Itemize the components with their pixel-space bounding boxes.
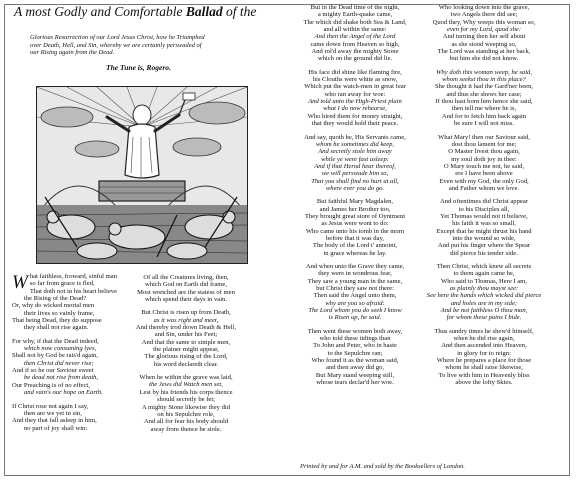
verse-line: and vain's our hope on Earth. bbox=[24, 389, 103, 397]
verse-line: whom seekst thou in this place? bbox=[442, 76, 526, 84]
verse-line: Quod they, Why weeps this woman so, bbox=[432, 18, 536, 26]
stanza bbox=[296, 69, 414, 128]
verse-line: Who said to Thomas, Here I am, bbox=[441, 277, 527, 285]
verse-line: Where he prepares a place for those bbox=[436, 357, 532, 365]
stanza bbox=[420, 198, 548, 257]
subtitle-line: Glorious Resurrection of our Lord Jesus Christ, how he Triumphed bbox=[30, 34, 205, 41]
verse-line: His face did shine like flaming fire, bbox=[308, 68, 402, 76]
verse-line: But Christ is risen up from Death, bbox=[141, 309, 231, 317]
verse-line: Except that he might thrust his hand bbox=[436, 227, 532, 235]
column-c bbox=[296, 4, 414, 393]
verse-line: Why doth this woman weep, he said, bbox=[436, 68, 532, 76]
stanza bbox=[12, 338, 128, 397]
verse-line: And rol'd away the mighty Stone bbox=[311, 48, 399, 56]
verse-line: his faith it was so small, bbox=[452, 220, 516, 228]
verse-line: they were in wondrous fear, bbox=[318, 270, 392, 278]
verse-line: the Jews did Watch men set, bbox=[149, 381, 223, 389]
verse-line: dost thou lament for me; bbox=[451, 140, 517, 148]
stanza bbox=[420, 263, 548, 322]
verse-line: That you shall find no hurt at all, bbox=[311, 177, 399, 185]
verse-line: And be not faithless O thou man, bbox=[440, 307, 528, 315]
verse-line: What Mary! then our Saviour said, bbox=[438, 133, 530, 141]
verse-line: his word declareth clear. bbox=[153, 360, 219, 368]
verse-line: in glory for to reign: bbox=[457, 349, 511, 357]
stanza bbox=[296, 134, 414, 193]
verse-line: a mighty Earth-quake came, bbox=[317, 11, 393, 19]
column-b bbox=[130, 274, 242, 439]
verse-line: To live with him in Heavenly bliss bbox=[438, 371, 530, 379]
stanza bbox=[296, 4, 414, 63]
verse-line: That being Dead, they do suppose bbox=[12, 317, 102, 325]
verse-line: should secretly be fet; bbox=[156, 396, 216, 404]
verse-line: where ever you do go. bbox=[325, 184, 385, 192]
verse-line: That doth not in his heart believe bbox=[29, 287, 117, 295]
verse-line: And if that Herod hear thereof, bbox=[314, 162, 396, 170]
verse-line: who ran away for woe: bbox=[324, 90, 386, 98]
verse-line: The glorious rising of the Lord, bbox=[144, 353, 228, 361]
verse-line: who told these tidings than bbox=[319, 335, 391, 343]
verse-line: and then away did go, bbox=[325, 364, 385, 372]
verse-line: they shall not rise again. bbox=[24, 324, 89, 332]
verse-line: And thereby trod down Death & Hell, bbox=[135, 324, 237, 332]
verse-line: and Sin, under his Feet; bbox=[154, 331, 218, 339]
verse-line: to the Sepulchre ran; bbox=[327, 349, 383, 357]
verse-line: And if so he our Saviour sweet bbox=[12, 367, 94, 375]
stanza bbox=[420, 4, 548, 63]
verse-line: Of all the Creatures living, then, bbox=[143, 274, 229, 281]
subtitle-line: over Death, Hell, and Sin, whereby we are certainly perswaded of bbox=[30, 41, 202, 49]
verse-line: which God on Earth did frame, bbox=[144, 281, 228, 289]
verse-line: for whom these pains I bide. bbox=[446, 314, 522, 322]
verse-line: See here the hands which wicked did pierce bbox=[426, 292, 542, 300]
stanza bbox=[420, 328, 548, 387]
verse-line: whom he sometimes did keep, bbox=[315, 140, 395, 148]
stanza bbox=[12, 273, 128, 332]
verse-line: and thus she shews her case; bbox=[446, 90, 522, 98]
verse-line: Then Christ, which knew all secrets bbox=[436, 263, 532, 270]
verse-line: They saw a young man in the same, bbox=[307, 277, 403, 285]
verse-line: The body of the Lord t' annoint, bbox=[312, 242, 398, 250]
verse-line: but him she did not know. bbox=[449, 55, 519, 63]
verse-line: But faithful Mary Magdalen, bbox=[316, 198, 394, 206]
verse-line: They brought great store of Oyntment bbox=[304, 212, 406, 220]
verse-line: Or, why do wicked mortal men bbox=[12, 302, 95, 310]
verse-line: we will perswade him so, bbox=[321, 170, 389, 178]
verse-line: to them again came he, bbox=[453, 270, 515, 278]
verse-line: Lest by his friends his corps thence bbox=[139, 388, 233, 396]
verse-line: The which did shake both Sea & Land, bbox=[303, 18, 407, 26]
stanza bbox=[130, 309, 242, 368]
verse-line: above the lofty Skies. bbox=[455, 379, 513, 387]
verse-line: and James her Brother too, bbox=[319, 205, 391, 213]
stanza bbox=[296, 328, 414, 387]
tune-line: The Tune is, Rogero. bbox=[106, 63, 171, 72]
verse-line: what I do now rehearse, bbox=[323, 105, 387, 113]
verse-line: Our Preaching is of no effect, bbox=[12, 381, 90, 389]
verse-line: but Christ they saw not there: bbox=[316, 285, 394, 293]
verse-line: O Master livest thou again, bbox=[448, 148, 520, 156]
verse-line: And they that fall asleep in him, bbox=[12, 417, 97, 425]
verse-line: whose tears declar'd her woe. bbox=[316, 379, 394, 387]
verse-line: And oftentimes did Christ appear bbox=[440, 198, 528, 206]
verse-line: Shall not by God be rais'd again, bbox=[12, 352, 98, 360]
verse-line: Most wretched are the statess of men bbox=[137, 288, 235, 296]
verse-line: Yet Thomas would not it believe, bbox=[440, 212, 528, 220]
verse-line: But in the Dead time of the night, bbox=[310, 4, 400, 11]
verse-line: and Father whom we love. bbox=[448, 184, 520, 192]
verse-line: on his Sepulchre role, bbox=[157, 410, 215, 418]
ballad-subtitle bbox=[30, 34, 292, 57]
column-a bbox=[12, 273, 128, 438]
verse-line: their lives so vainly frame, bbox=[24, 309, 95, 317]
verse-line: no part of joy shall win: bbox=[24, 424, 88, 432]
verse-line: And put his finger where the Spear bbox=[437, 242, 531, 250]
verse-line: Then went these women both away, bbox=[307, 327, 403, 335]
verse-line: And when unto the Grave they came, bbox=[305, 263, 405, 270]
verse-line: be sure I will not miss. bbox=[453, 120, 515, 128]
verse-line: A mighty Stone likewise they did bbox=[141, 403, 231, 411]
verse-line: And all for fear his body should bbox=[143, 418, 229, 426]
verse-line: The Lord whom you do seek I know bbox=[308, 307, 402, 315]
verse-line: If Christ rose not again I say, bbox=[12, 402, 89, 410]
verse-line: And turning then her self about bbox=[442, 33, 526, 41]
verse-line: But Mary stand weeping still, bbox=[315, 371, 395, 379]
verse-line: And then ascended into Heaven, bbox=[441, 342, 527, 350]
verse-line: And say, quoth he, His Servants came, bbox=[304, 133, 406, 141]
verse-line: The Lord was standing at her back, bbox=[437, 48, 531, 56]
verse-line: while ye were fast asleep: bbox=[321, 155, 389, 163]
verse-line: Who came unto his tomb in the morn bbox=[305, 227, 405, 235]
verse-line: the plainer might appear, bbox=[153, 346, 219, 354]
stanza bbox=[296, 198, 414, 257]
verse-line: in grace whereas he lay. bbox=[323, 249, 387, 257]
verse-line: my soul doth joy in thee: bbox=[451, 155, 517, 163]
stanza bbox=[420, 69, 548, 128]
verse-line: ere I have been above bbox=[455, 170, 513, 178]
verse-line: which now consuming lyes, bbox=[24, 345, 97, 353]
verse-line: hat faithless, froward, sinful man bbox=[29, 273, 117, 280]
verse-line: And told unto the High-Priest plain bbox=[308, 98, 402, 106]
verse-line: To John and Peter, who in haste bbox=[313, 342, 397, 350]
verse-line: and holes are in my side; bbox=[450, 299, 518, 307]
stanza bbox=[420, 134, 548, 193]
stanza bbox=[130, 274, 242, 303]
dropcap: W bbox=[12, 272, 28, 293]
verse-line: whom he shall raise likewise, bbox=[445, 364, 523, 372]
verse-line: And for to fetch him back again bbox=[441, 112, 527, 120]
verse-line: Even with my God, the only God, bbox=[439, 177, 529, 185]
stanza bbox=[296, 263, 414, 322]
ballad-title: A most Godly and Comfortable Ballad of the bbox=[14, 4, 257, 19]
verse-line: when he did rise again, bbox=[453, 335, 515, 343]
verse-line: as she stood weeping so, bbox=[451, 40, 517, 48]
verse-line: And then the Angel of the Lord bbox=[314, 33, 396, 41]
verse-line: came down from Heaven so high, bbox=[310, 40, 400, 48]
imprint-line: Printed by and for A.M. and sold by the Booksellers of London. bbox=[300, 463, 465, 470]
verse-line: his Clouths were white as snow, bbox=[312, 76, 398, 84]
verse-line: away from thence be stole. bbox=[150, 425, 222, 433]
verse-line: as plainly thou mayst see: bbox=[449, 285, 519, 293]
verse-line: then tell me where he is, bbox=[451, 105, 517, 113]
verse-line: did pierce his tender side. bbox=[450, 249, 518, 257]
subtitle-line: our Rising again from the Dead. bbox=[30, 49, 115, 57]
verse-line: Who found it as the woman said, bbox=[311, 357, 399, 365]
verse-line: two Angels there did see; bbox=[450, 11, 518, 19]
verse-line: Then said the Angel unto them, bbox=[313, 292, 397, 300]
verse-line: why are you so afraid: bbox=[325, 299, 385, 307]
verse-line: then are we yet in sin, bbox=[24, 409, 82, 417]
verse-line: For why, if that the Dead indeed, bbox=[12, 337, 99, 345]
resurrection-woodcut-image bbox=[36, 86, 248, 264]
verse-line: even for my Lord, quod she: bbox=[446, 26, 522, 34]
verse-line: Who hired them for money straight, bbox=[307, 112, 403, 120]
verse-line: Which put the watch-men in great fear bbox=[304, 83, 406, 91]
verse-line: as Jesus were wont to do: bbox=[321, 220, 389, 228]
verse-line: She thought it had the Gard'ner been, bbox=[434, 83, 534, 91]
verse-line: And secretly stole him away bbox=[318, 148, 392, 156]
stanza bbox=[130, 374, 242, 433]
verse-line: If thou hast born him hence she said, bbox=[435, 98, 533, 106]
verse-line: which spend their days in vain. bbox=[144, 296, 228, 304]
verse-line: which on the ground did lie. bbox=[317, 55, 393, 63]
verse-line: before that it was day, bbox=[326, 234, 384, 242]
verse-line: Who looking down into the grave, bbox=[438, 4, 530, 11]
column-d bbox=[420, 4, 548, 393]
verse-line: into the wound so wide, bbox=[452, 234, 516, 242]
verse-line: then Christ did never rise; bbox=[24, 359, 94, 367]
verse-line: be dead not rise from death, bbox=[24, 374, 99, 382]
verse-line: Thus sundry times he shew'd himself, bbox=[434, 327, 534, 335]
verse-line: to his Disciples all, bbox=[458, 205, 510, 213]
verse-line: as it was right and meet, bbox=[153, 316, 219, 324]
verse-line: And that the same to simple men, bbox=[141, 338, 231, 346]
verse-line: that they would hold their peace. bbox=[311, 120, 399, 128]
verse-line: When he within the grave was laid, bbox=[139, 374, 233, 382]
verse-line: the Rising of the Dead? bbox=[24, 295, 87, 303]
verse-line: so far from grace is fled, bbox=[29, 280, 95, 288]
verse-line: and all within the same: bbox=[323, 26, 387, 34]
verse-line: O Mary touch me not, he said, bbox=[443, 162, 525, 170]
stanza bbox=[12, 403, 128, 432]
verse-line: is Risen up, he said. bbox=[328, 314, 382, 322]
